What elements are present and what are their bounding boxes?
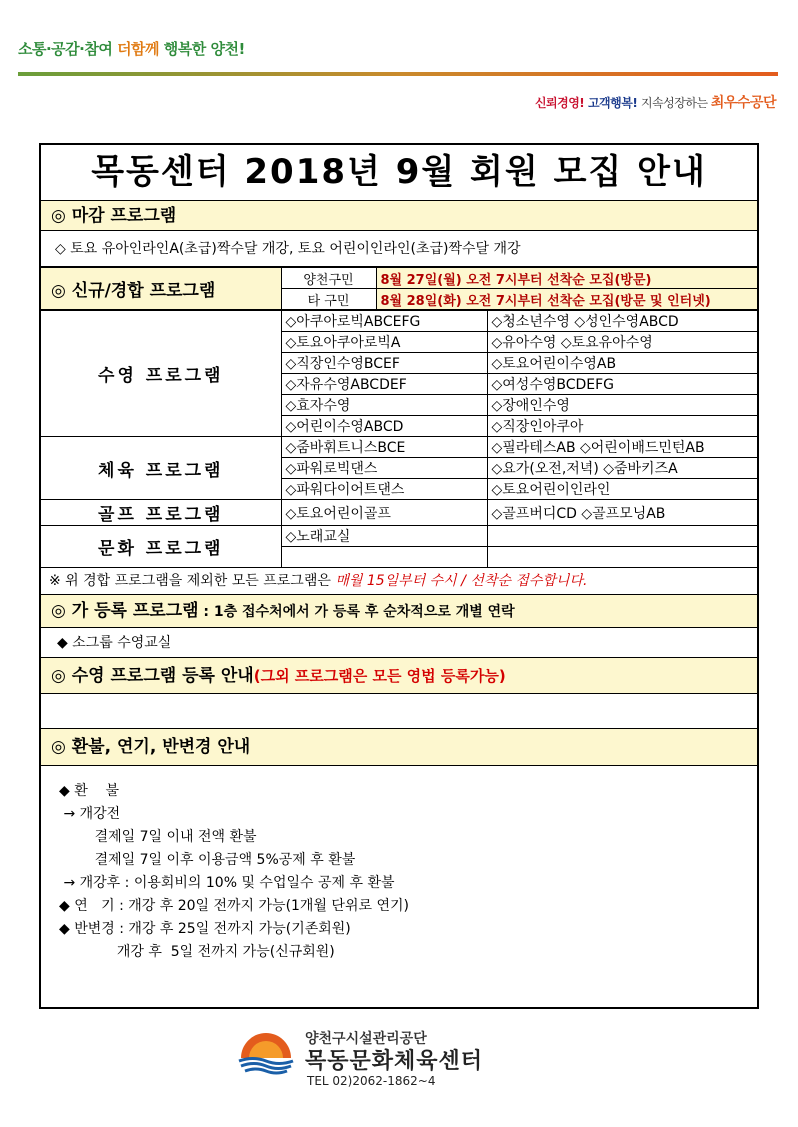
program-table — [41, 267, 757, 310]
swim-reg-blank — [41, 694, 757, 729]
closed-program-heading: ◎ 마감 프로그램 — [41, 201, 757, 231]
notice-frame — [39, 143, 759, 1009]
program-cell — [281, 547, 487, 568]
category-row — [41, 437, 757, 458]
refund-line: → 개강후 : 이용회비의 10% 및 수업일수 공제 후 환불 — [59, 875, 395, 891]
program-cell: ◇노래교실 — [281, 526, 487, 547]
swim-reg-heading: ◎ 수영 프로그램 등록 안내(그외 프로그램은 모든 영법 등록가능) — [41, 658, 757, 694]
program-cell: ◇골프버디CD ◇골프모닝AB — [487, 500, 757, 526]
footer — [235, 1024, 575, 1094]
program-cell: ◇여성수영BCDEFG — [487, 374, 757, 395]
center-logo-icon — [235, 1028, 297, 1078]
category-name: 체육 프로그램 — [41, 437, 281, 500]
program-cell: ◇파워다이어트댄스 — [281, 479, 487, 500]
program-cell: ◇직장인수영BCEF — [281, 353, 487, 374]
page-title: 목동센터 2018년 9월 회원 모집 안내 — [41, 145, 757, 201]
program-cell: ◇줌바휘트니스BCE — [281, 437, 487, 458]
program-cell — [487, 547, 757, 568]
refund-line: → 개강전 — [59, 806, 121, 822]
org-name: 양천구시설관리공단 — [305, 1031, 427, 1047]
category-name: 문화 프로그램 — [41, 526, 281, 568]
recruit-when-1: 8월 28일(화) 오전 7시부터 선착순 모집(방문 및 인터넷) — [376, 289, 757, 310]
temp-reg-heading: ◎ 가 등록 프로그램 : 1층 접수처에서 가 등록 후 순차적으로 개별 연락 — [41, 595, 757, 628]
refund-line: 결제일 7일 이내 전액 환불 — [59, 829, 257, 845]
category-row — [41, 500, 757, 526]
refund-body — [41, 766, 757, 964]
category-row — [41, 311, 757, 332]
recruit-who-1: 타 구민 — [281, 289, 376, 310]
category-name: 골프 프로그램 — [41, 500, 281, 526]
program-cell: ◇파워로빅댄스 — [281, 458, 487, 479]
program-cell: ◇토요어린이인라인 — [487, 479, 757, 500]
refund-line: ◆ 연 기 : 개강 후 20일 전까지 가능(1개월 단위로 연기) — [59, 898, 409, 914]
program-cell: ◇요가(오전,저녁) ◇줌바키즈A — [487, 458, 757, 479]
program-cell: ◇자유수영ABCDEF — [281, 374, 487, 395]
program-cell: ◇토요아쿠아로빅A — [281, 332, 487, 353]
refund-heading: ◎ 환불, 연기, 반변경 안내 — [41, 729, 757, 766]
category-name: 수영 프로그램 — [41, 311, 281, 437]
slogan: 소통·공감·참여 더함께 행복한 양천! — [18, 40, 245, 58]
program-cell: ◇유아수영 ◇토요유아수영 — [487, 332, 757, 353]
program-cell: ◇토요어린이수영AB — [487, 353, 757, 374]
program-cell — [487, 526, 757, 547]
refund-line: ◆ 반변경 : 개강 후 25일 전까지 가능(기존회원) — [59, 921, 351, 937]
temp-reg-item: ◆ 소그룹 수영교실 — [41, 628, 757, 658]
category-table — [41, 310, 757, 568]
refund-line: 개강 후 5일 전까지 가능(신규회원) — [59, 944, 335, 960]
new-program-heading: ◎ 신규/경합 프로그램 — [41, 268, 281, 310]
refund-line: ◆ 환 불 — [59, 783, 120, 799]
header-divider — [18, 72, 778, 76]
closed-program-text: ◇ 토요 유아인라인A(초급)짝수달 개강, 토요 어린이인라인(초급)짝수달 개강 — [41, 231, 757, 267]
recruit-who-0: 양천구민 — [281, 268, 376, 289]
refund-line: 결제일 7일 이후 이용금액 5%공제 후 환불 — [59, 852, 356, 868]
phone-number: TEL 02)2062-1862~4 — [307, 1074, 436, 1088]
notice-line: ※ 위 경합 프로그램을 제외한 모든 프로그램은 매월 15일부터 수시 / 선착순 접수합니다. — [41, 568, 757, 595]
program-cell: ◇장애인수영 — [487, 395, 757, 416]
center-name: 목동문화체육센터 — [305, 1049, 484, 1074]
program-cell: ◇어린이수영ABCD — [281, 416, 487, 437]
corporate-slogan: 신뢰경영! 고객행복! 지속성장하는 최우수공단 — [534, 95, 776, 111]
program-cell: ◇효자수영 — [281, 395, 487, 416]
category-row — [41, 526, 757, 547]
program-cell: ◇아쿠아로빅ABCEFG — [281, 311, 487, 332]
program-cell: ◇직장인아쿠아 — [487, 416, 757, 437]
program-cell: ◇청소년수영 ◇성인수영ABCD — [487, 311, 757, 332]
recruit-when-0: 8월 27일(월) 오전 7시부터 선착순 모집(방문) — [376, 268, 757, 289]
program-cell: ◇토요어린이골프 — [281, 500, 487, 526]
program-cell: ◇필라테스AB ◇어린이배드민턴AB — [487, 437, 757, 458]
